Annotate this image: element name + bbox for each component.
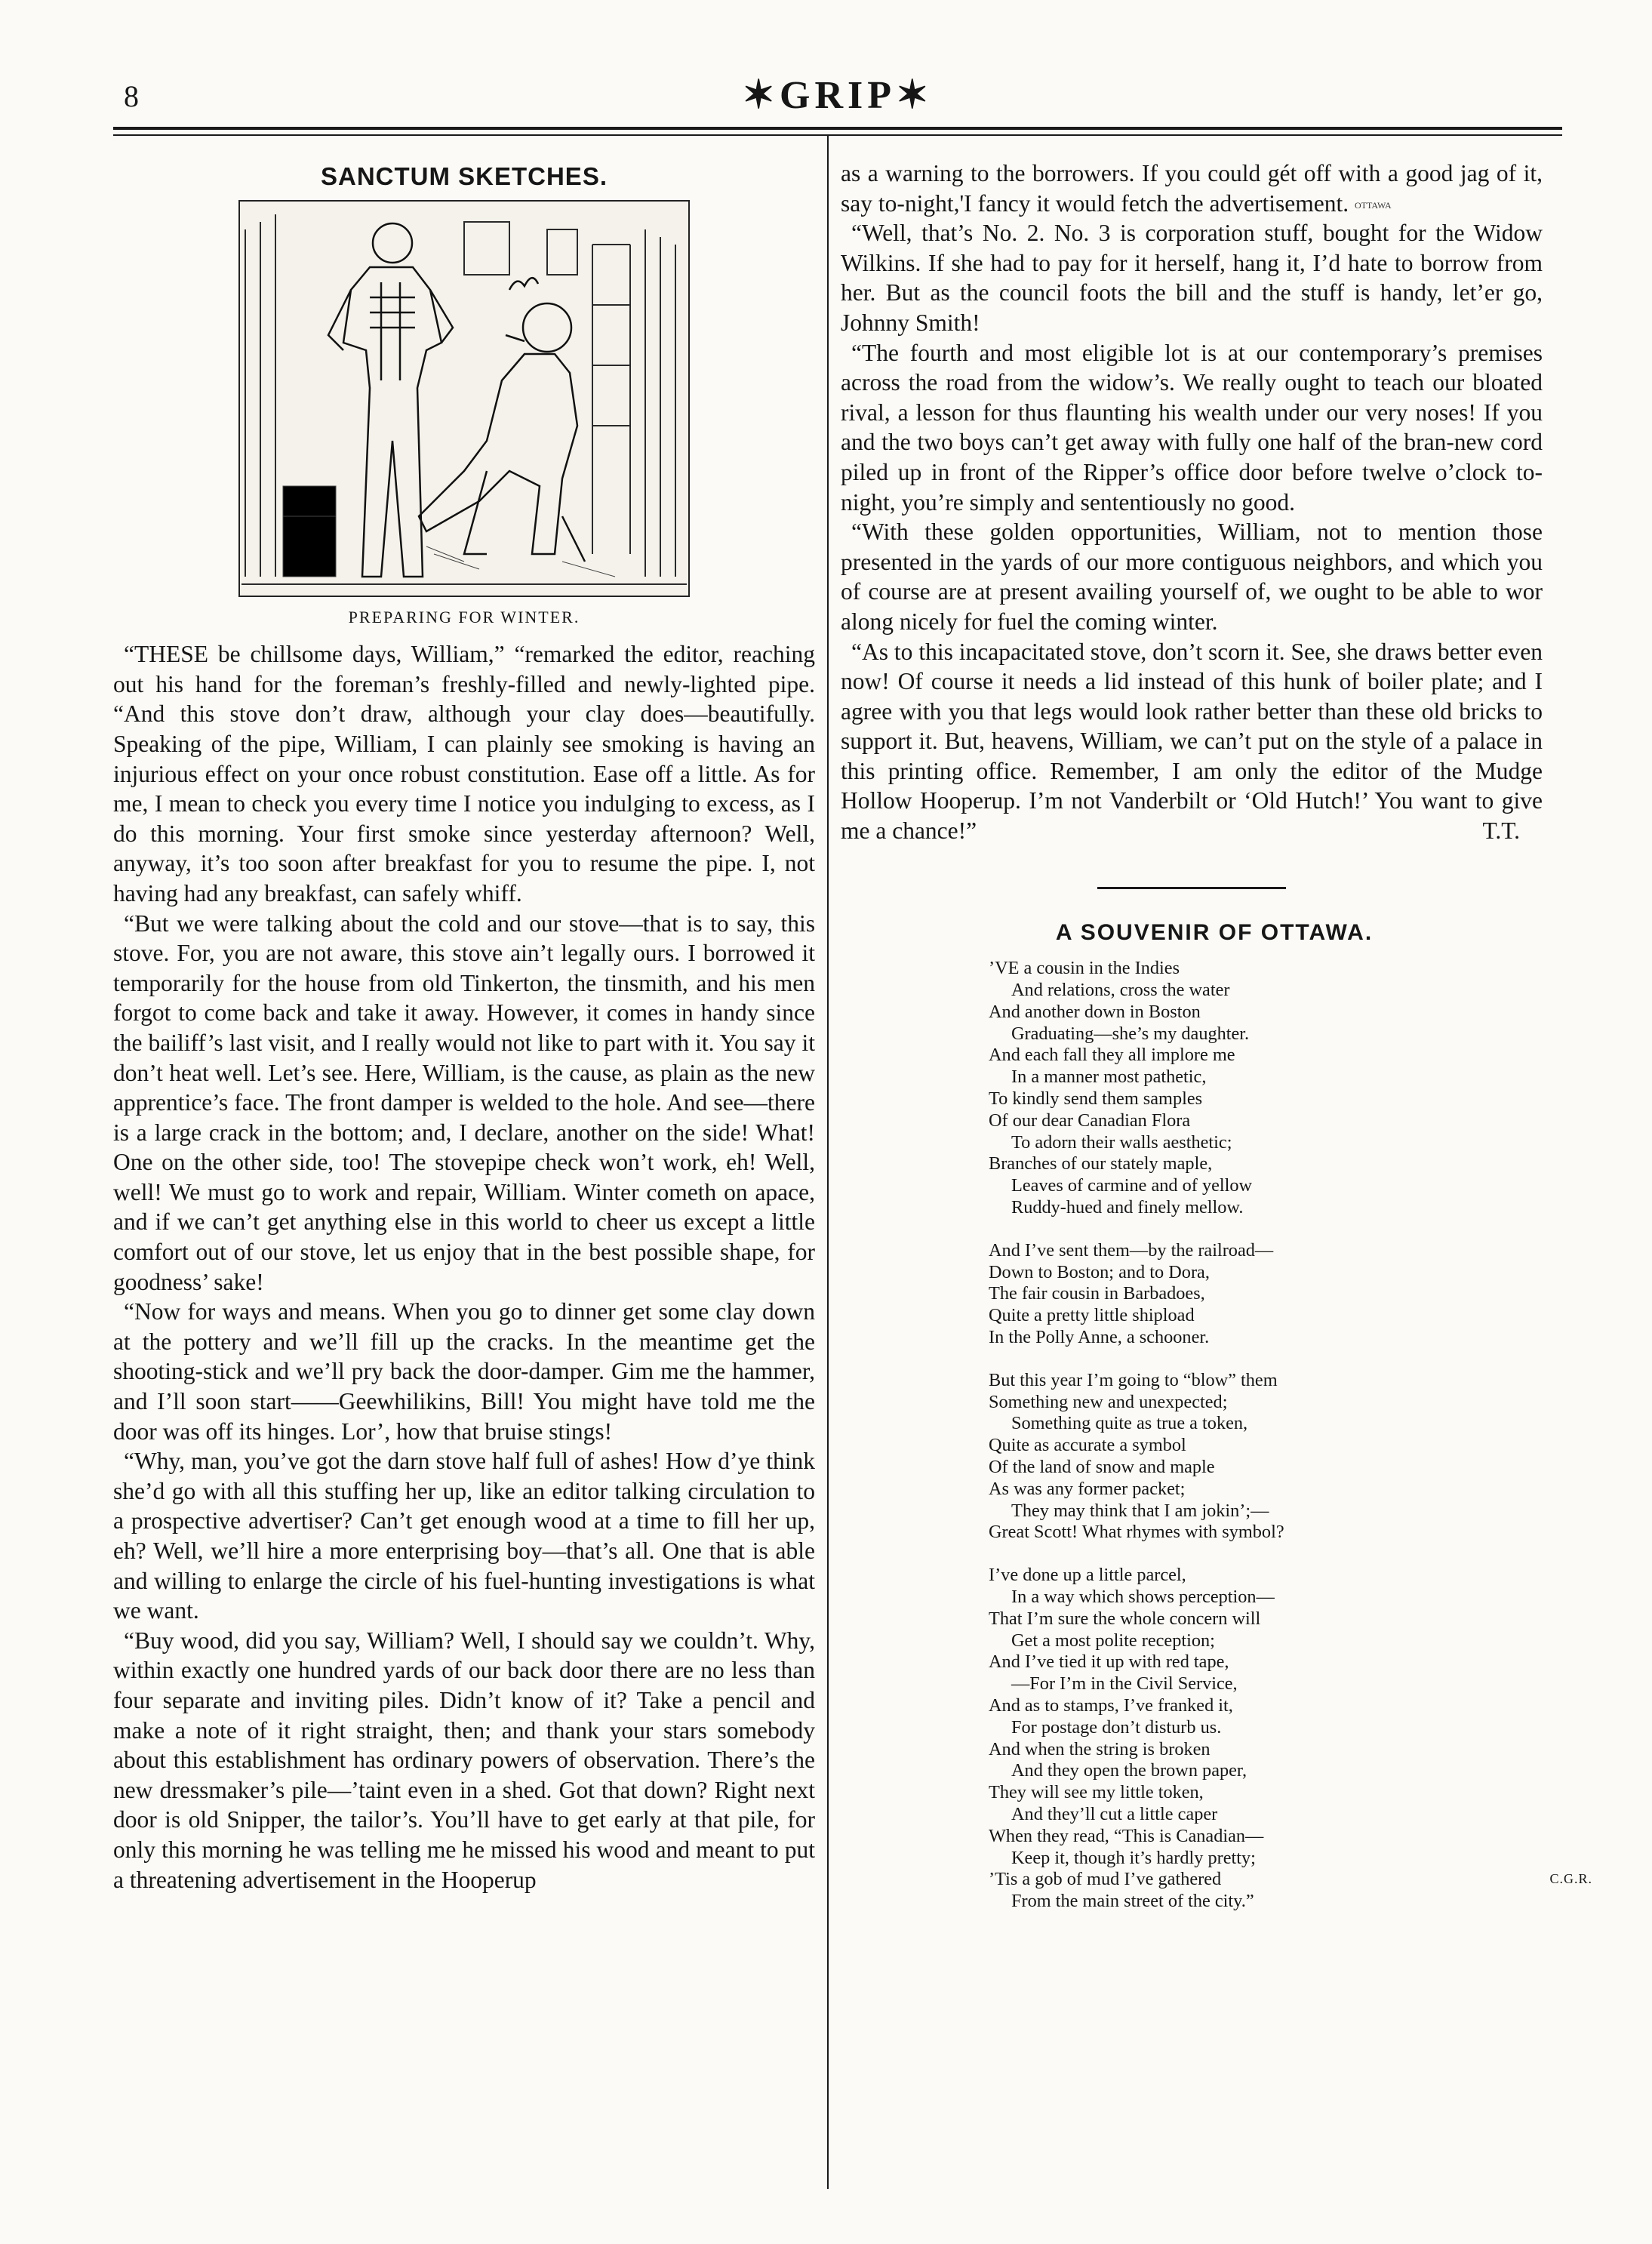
poem-line: Quite as accurate a symbol — [989, 1435, 1186, 1456]
editor-and-foreman-drawing — [238, 199, 691, 598]
poem-line: And another down in Boston — [989, 1001, 1201, 1022]
poem-line: And they’ll cut a little caper — [1011, 1803, 1218, 1824]
poem-stanza-4 — [989, 1565, 1543, 1913]
poem-stanza-1 — [989, 958, 1543, 1219]
poem-line: And I’ve tied it up with red tape, — [989, 1651, 1229, 1673]
poem-line: To adorn their walls aesthetic; — [1011, 1131, 1232, 1153]
poem-credit: C.G.R. — [1549, 1871, 1592, 1887]
poem-line: And when the string is broken — [989, 1738, 1211, 1759]
poem-line: Ruddy-hued and finely mellow. — [1011, 1197, 1244, 1218]
poem-line: For postage don’t disturb us. — [1011, 1716, 1222, 1738]
masthead-title: ✶GRIP✶ — [742, 74, 934, 117]
poem-line: The fair cousin in Barbadoes, — [989, 1283, 1205, 1304]
poem-line: Great Scott! What rhymes with symbol? — [989, 1522, 1284, 1543]
poem-line: —For I’m in the Civil Service, — [1011, 1673, 1238, 1695]
poem-line: But this year I’m going to “blow” them — [989, 1369, 1278, 1390]
poem-stanza-2 — [989, 1240, 1543, 1349]
poem-title: A SOUVENIR OF OTTAWA. — [1055, 919, 1374, 945]
poem-line: Graduating—she’s my daughter. — [1011, 1023, 1250, 1044]
column-divider — [827, 136, 829, 2189]
poem-line: Branches of our stately maple, — [989, 1153, 1213, 1174]
poem-line: In a manner most pathetic, — [1011, 1067, 1207, 1088]
poem-line: Keep it, though it’s hardly pretty; — [1011, 1847, 1256, 1868]
poem-line: ’Tis a gob of mud I’ve gathered — [989, 1869, 1222, 1890]
poem-line: From the main street of the city.” — [1011, 1891, 1254, 1912]
right-paragraph-1: “Well, that’s No. 2. No. 3 is corporation stuff, bought for the Widow Wilkins. If she had to pay for it herself, hang it, I’d hate to borrow from her. But as the council foots the bill and the stuff is handy, let’er go, Johnny Smith! — [841, 220, 1543, 336]
page-header — [113, 72, 1562, 121]
right-paragraph-4 — [841, 637, 1543, 846]
poem-line: They may think that I am jokin’;— — [1011, 1500, 1269, 1521]
header-rule-thin — [113, 134, 1562, 136]
poem-line: Something new and unexpected; — [989, 1391, 1228, 1412]
poem-line: That I’m sure the whole concern will — [989, 1608, 1261, 1629]
illustration — [238, 199, 691, 598]
poem-line: And relations, cross the water — [1011, 980, 1230, 1001]
poem-line: When they read, “This is Canadian— — [989, 1825, 1264, 1846]
right-paragraph-continued — [841, 159, 1543, 218]
poem-line: And each fall they all implore me — [989, 1045, 1235, 1066]
right-column — [841, 159, 1592, 1934]
right-paragraph-continued-text: as a warning to the borrowers. If you could gét off with a good jag of it, say to-night,'I fancy it would fetch the advertisement. — [841, 160, 1543, 217]
left-paragraph-5: “Buy wood, did you say, William? Well, I should say we couldn’t. Why, within exactly one hundred yards of our back door there are no less than four separate and inviting piles. Didn’t know of it? Take a pencil and make a note of it right straight, then; and thank your stars somebody about this establishment has ordinary powers of observation. There’s the new dressmaker’s pile—’taint even in a shed. Got that down? Right next door is old Snipper, the tailor’s. You’ll have to get early at that pile, for only this morning he was telling me he missed his wood and meant to put a threatening advertisement in the Hooperup — [113, 1627, 815, 1893]
library-stamp: OTTAWA — [1354, 200, 1392, 211]
left-paragraph-3: “Now for ways and means. When you go to dinner get some clay down at the pottery and we’ll fill up the cracks. In the meantime get the shooting-stick and we’ll pry back the door-damper. Gim me the hammer, and I’ll soon start——Geewhilikins, Bill! You might have told me the door was off its hinges. Lor’, how that bruise stings! — [113, 1298, 815, 1445]
illustration-caption: PREPARING FOR WINTER. — [348, 607, 580, 626]
poem-line: In a way which shows perception— — [1011, 1586, 1275, 1607]
left-paragraph-4: “Why, man, you’ve got the darn stove half full of ashes! How d’ye think she’d go with all this stuffing her up, like an editor talking circulation to a prospective advertiser? Can’t get enough wood at a time to fill her up, eh? Well, we’ll hire a more enterprising boy—that’s all. One that is able and willing to enlarge the circle of his fuel-hunting investigations is what we want. — [113, 1448, 815, 1624]
section-title: SANCTUM SKETCHES. — [320, 162, 608, 190]
left-column — [113, 159, 815, 1895]
poem-line: Of the land of snow and maple — [989, 1456, 1215, 1477]
left-paragraph-1: “THESE be chillsome days, William,” “remarked the editor, reaching out his hand for the foreman’s freshly-filled and newly-lighted pipe. “And this stove don’t draw, although your clay does—beautifully. Speaking of the pipe, William, I can plainly see smoking is having an injurious effect on your once robust constitution. Ease off a little. As for me, I mean to check you every time I notice you indulging to excess, as I do this morning. Your first smoke since yesterday afternoon? Well, anyway, it’s too soon after breakfast for you to resume the pipe. I, not having had any breakfast, can safely whiff. — [113, 641, 815, 907]
poem-line: They will see my little token, — [989, 1782, 1204, 1803]
poem-line: And I’ve sent them—by the railroad— — [989, 1239, 1274, 1261]
page-number: 8 — [124, 79, 139, 113]
poem-line: Something quite as true a token, — [1011, 1413, 1248, 1434]
poem-line: Get a most polite reception; — [1011, 1630, 1215, 1651]
left-paragraph-2: “But we were talking about the cold and our stove—that is to say, this stove. For, you are not aware, this stove ain’t legally ours. I borrowed it temporarily for the house from old Tinkerton, the tinsmith, and his men forgot to come back and take it away. However, it comes in handy since the bailiff’s last visit, and I really would not like to part with it. You say it don’t heat well. Let’s see. Here, William, is the cause, as plain as the new apprentice’s face. The front damper is welded to the hole. And see—there is a large crack in the bottom; and, I declare, another on the side! What! One on the other side, too! The stovepipe check won’t work, eh! Well, well! We must go to work and repair, William. Winter cometh on apace, and if we can’t get anything else in this world to cheer us except a little comfort out of our stove, let us enjoy that in the best possible shape, for goodness’ sake! — [113, 910, 815, 1295]
section-separator — [1097, 887, 1286, 889]
header-rule-thick — [113, 127, 1562, 130]
poem-stanza-3 — [989, 1370, 1543, 1544]
poem-line: Quite a pretty little shipload — [989, 1305, 1195, 1326]
poem-line: To kindly send them samples — [989, 1088, 1203, 1110]
signature: T.T. — [1482, 817, 1520, 845]
poem-line: Leaves of carmine and of yellow — [1011, 1175, 1253, 1196]
right-paragraph-4-text: “As to this incapacitated stove, don’t scorn it. See, she draws better even now! Of course it needs a lid instead of this hunk of boiler plate; and I agree with you that legs would look rather better than these old bricks to support it. But, heavens, William, we can’t put on the style of a palace in this printing office. Remember, I am only the editor of the Mudge Hollow Hooperup. I’m not Vanderbilt or ‘Old Hutch!’ You want to give me a chance!” — [841, 638, 1543, 845]
poem-line: Of our dear Canadian Flora — [989, 1110, 1191, 1131]
poem-line: Down to Boston; and to Dora, — [989, 1261, 1210, 1282]
poem-line: And as to stamps, I’ve franked it, — [989, 1695, 1233, 1716]
poem-line: ’VE a cousin in the Indies — [989, 958, 1180, 979]
right-paragraph-2: “The fourth and most eligible lot is at our contemporary’s premises across the road from the widow’s. We really ought to teach our bloated rival, a lesson for thus flaunting his wealth under our very noses! If you and the two boys can’t get away with fully one half of the bran-new cord piled up in front of the Ripper’s office door before twelve o’clock to-night, you’re simply and sententiously no good. — [841, 339, 1543, 516]
poem-line: And they open the brown paper, — [1011, 1760, 1247, 1781]
poem-line: I’ve done up a little parcel, — [989, 1565, 1186, 1586]
poem-line: In the Polly Anne, a schooner. — [989, 1327, 1210, 1347]
right-paragraph-3: “With these golden opportunities, William, not to mention those presented in the yards of our more contiguous neighbors, and which you of course are at present availing yourself of, we ought to be able to wor along nicely for fuel the coming winter. — [841, 519, 1543, 635]
poem-line: As was any former packet; — [989, 1478, 1186, 1499]
poem — [989, 958, 1592, 1913]
